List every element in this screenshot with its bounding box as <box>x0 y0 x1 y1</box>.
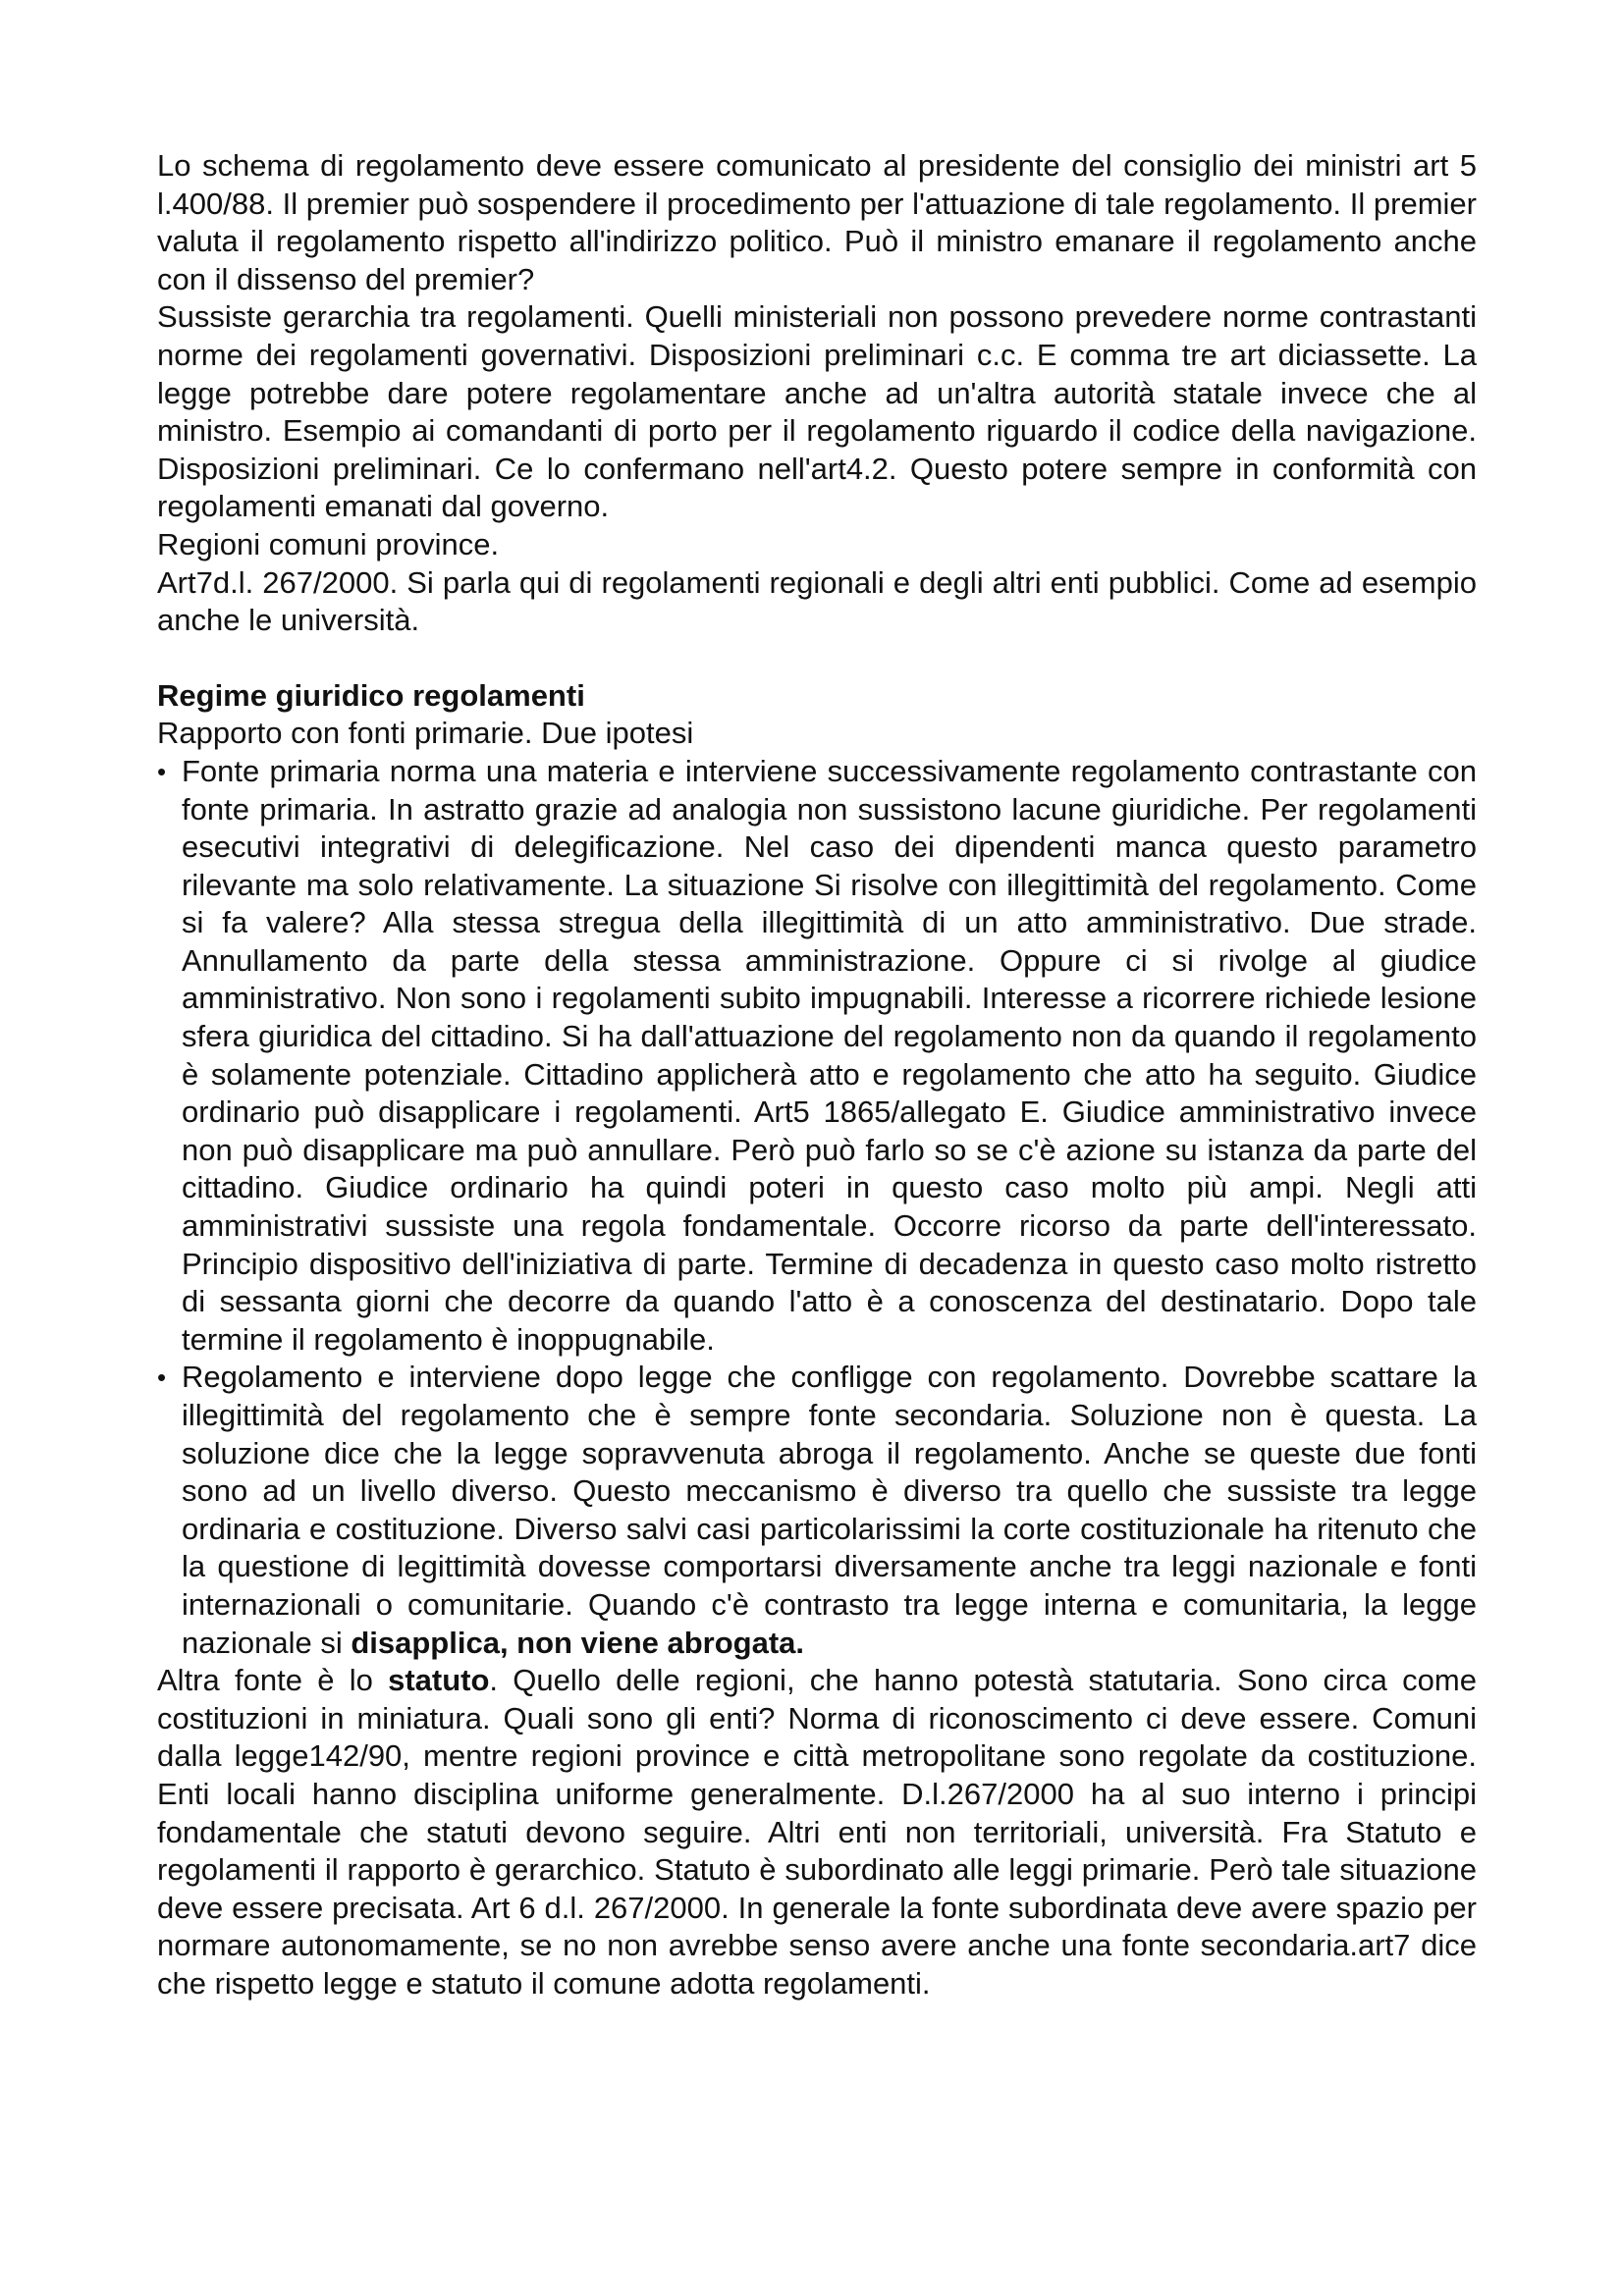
bullet-item-2-text: Regolamento e interviene dopo legge che confligge con regolamento. Dovrebbe scattare la illegittimità del regolamento che è sempre fonte secondaria. Soluzione non è questa. La soluzione dice che la legge sopravvenuta abroga il regolamento. Anche se queste due fonti sono ad un livello diverso. Questo meccanismo è diverso tra quello che sussiste tra legge ordinaria e costituzione. Diverso salvi casi particolarissimi la corte costituzionale ha ritenuto che la questione di legittimità dovesse comportarsi diversamente anche tra leggi nazionale e fonti internazionali o comunitarie. Quando c'è contrasto tra legge interna e comunitaria, la legge nazionale si <box>182 1360 1477 1660</box>
statuto-before: Altra fonte è lo <box>157 1663 389 1698</box>
spacer <box>157 640 1477 677</box>
paragraph-art7: Art7d.l. 267/2000. Si parla qui di regolamenti regionali e degli altri enti pubblici. Come ad esempio anche le università. <box>157 564 1477 638</box>
bullet-marker: • <box>157 1362 167 1393</box>
document-page <box>157 147 1477 2003</box>
bullet-item-1 <box>157 753 1477 1360</box>
paragraph-regioni: Regioni comuni province. <box>157 526 500 561</box>
statuto-after: . Quello delle regioni, che hanno potestà statutaria. Sono circa come costituzioni in miniatura. Quali sono gli enti? Norma di riconoscimento ci deve essere. Comuni dalla legge142/90, mentre regioni province e città metropolitane sono regolate da costituzione. Enti locali hanno disciplina uniforme generalmente. D.l.267/2000 ha al suo interno i principi fondamentale che statuti devono seguire. Altri enti non territoriali, università. Fra Statuto e regolamenti il rapporto è gerarchico. Statuto è subordinato alle leggi primarie. Però tale situazione deve essere precisata. Art 6 d.l. 267/2000. In generale la fonte subordinata deve avere spazio per normare autonomamente, se no non avrebbe senso avere anche una fonte secondaria.art7 dice che rispetto legge e statuto il comune adotta regolamenti. <box>157 1663 1477 2001</box>
bullet-item-2 <box>157 1359 1477 1662</box>
paragraph-gerarchia: Sussiste gerarchia tra regolamenti. Quelli ministeriali non possono prevedere norme contrastanti norme dei regolamenti governativi. Disposizioni preliminari c.c. E comma tre art diciassette. La legge potrebbe dare potere regolamentare anche ad un'altra autorità statale invece che al ministro. Esempio ai comandanti di porto per il regolamento riguardo il codice della navigazione. Disposizioni preliminari. Ce lo confermano nell'art4.2. Questo potere sempre in conformità con regolamenti emanati dal governo. <box>157 299 1477 524</box>
paragraph-statuto <box>157 1662 1477 2002</box>
bullet-marker: • <box>157 756 167 786</box>
bullet-list <box>157 753 1477 1662</box>
bullet-item-2-bold: disapplica, non viene abrogata. <box>351 1625 805 1660</box>
bullet-item-1-text: Fonte primaria norma una materia e interviene successivamente regolamento contrastante con fonte primaria. In astratto grazie ad analogia non sussistono lacune giuridiche. Per regolamenti esecutivi integrativi di delegificazione. Nel caso dei dipendenti manca questo parametro rilevante ma solo relativamente. La situazione Si risolve con illegittimità del regolamento. Come si fa valere? Alla stessa stregua della illegittimità di un atto amministrativo. Due strade. Annullamento da parte della stessa amministrazione. Oppure ci si rivolge al giudice amministrativo. Non sono i regolamenti subito impugnabili. Interesse a ricorrere richiede lesione sfera giuridica del cittadino. Si ha dall'attuazione del regolamento non da quando il regolamento è solamente potenziale. Cittadino applicherà atto e regolamento che atto ha seguito. Giudice ordinario può disapplicare i regolamenti. Art5 1865/allegato E. Giudice amministrativo invece non può disapplicare ma può annullare. Però può farlo so se c'è azione su istanza da parte del cittadino. Giudice ordinario ha quindi poteri in questo caso molto più ampi. Negli atti amministrativi sussiste una regola fondamentale. Occorre ricorso da parte dell'interessato. Principio dispositivo dell'iniziativa di parte. Termine di decadenza in questo caso molto ristretto di sessanta giorni che decorre da quando l'atto è a conoscenza del destinatario. Dopo tale termine il regolamento è inoppugnabile. <box>182 753 1477 1357</box>
section-heading: Regime giuridico regolamenti <box>157 677 585 713</box>
section-intro: Rapporto con fonti primarie. Due ipotesi <box>157 716 694 751</box>
statuto-bold: statuto <box>388 1663 490 1698</box>
paragraph-premier: Lo schema di regolamento deve essere comunicato al presidente del consiglio dei ministri art 5 l.400/88. Il premier può sospendere il procedimento per l'attuazione di tale regolamento. Il premier valuta il regolamento rispetto all'indirizzo politico. Può il ministro emanare il regolamento anche con il dissenso del premier? <box>157 148 1477 296</box>
